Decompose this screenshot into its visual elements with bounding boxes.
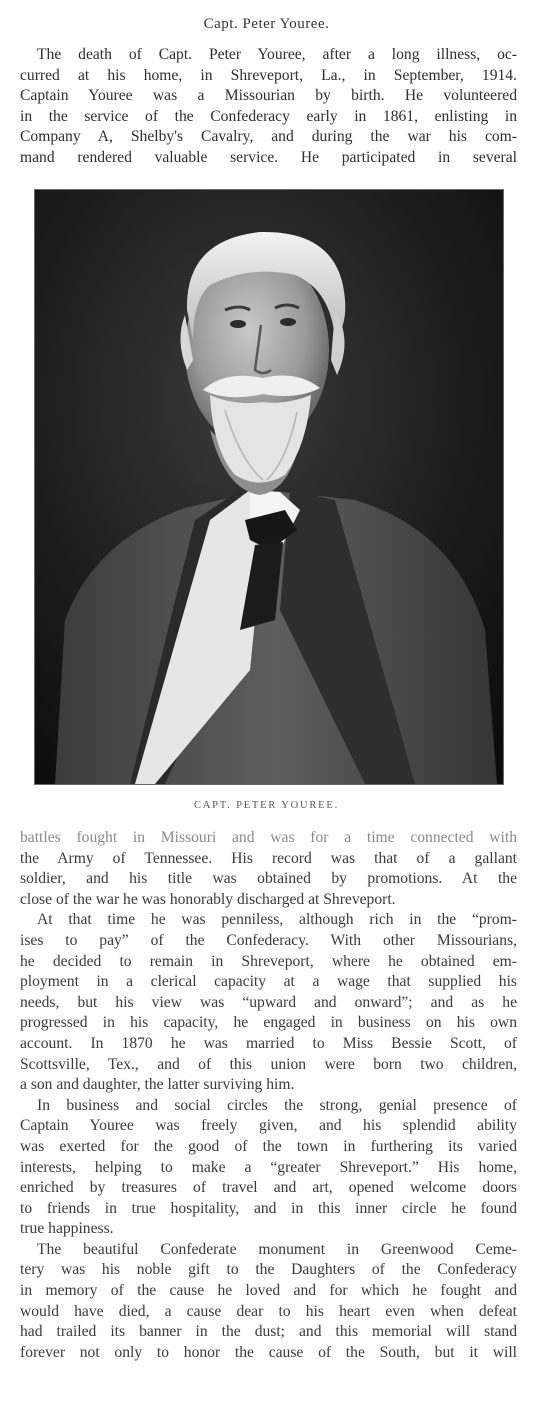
text-line: At that time he was penniless, although rich in the “prom- (37, 911, 517, 929)
intro-paragraph (20, 45, 517, 169)
text-line: would have died, a cause dear to his heart even when defeat (20, 1302, 517, 1320)
text-line: soldier, and his title was obtained by promotions. At the (20, 870, 517, 888)
text-line: in memory of the cause he loved and for which he fought and (20, 1282, 517, 1300)
text-line: needs, but his view was “upward and onward”; and as he (20, 993, 517, 1011)
portrait-photo (34, 189, 504, 785)
text-line: had trailed its banner in the dust; and this memorial will stand (20, 1323, 517, 1341)
text-line: account. In 1870 he was married to Miss Bessie Scott, of (20, 1034, 517, 1052)
text-line: The beautiful Confederate monument in Greenwood Ceme- (37, 1240, 517, 1258)
text-line: mand rendered valuable service. He participated in several (20, 148, 517, 166)
text-line: Scottsville, Tex., and of this union were born two children, (20, 1055, 517, 1073)
photo-caption: CAPT. PETER YOUREE. (193, 800, 340, 811)
text-line: Company A, Shelby's Cavalry, and during the war his com- (20, 128, 517, 146)
article-body (20, 828, 517, 1363)
text-line: progressed in his capacity, he engaged in business on his own (20, 1014, 517, 1032)
text-line: in the service of the Confederacy early in 1861, enlisting in (20, 107, 517, 125)
text-line: enriched by treasures of travel and art, opened welcome doors (20, 1179, 517, 1197)
text-line: true happiness. (20, 1220, 114, 1238)
text-line: to friends in true hospitality, and in this inner circle he found (20, 1199, 517, 1217)
text-line: close of the war he was honorably discharged at Shreveport. (20, 890, 396, 908)
text-line: interests, helping to make a “greater Shreveport.” His home, (20, 1158, 517, 1176)
text-line: Captain Youree was freely given, and his splendid ability (20, 1117, 517, 1135)
text-line: The death of Capt. Peter Youree, after a long illness, oc- (37, 46, 517, 63)
text-line: forever not only to honor the cause of the South, but it will (20, 1343, 517, 1361)
text-line: In business and social circles the strong, genial presence of (37, 1096, 517, 1114)
text-line: a son and daughter, the latter surviving him. (20, 1076, 295, 1094)
text-line: battles fought in Missouri and was for a time connected with (20, 829, 517, 846)
text-line: tery was his noble gift to the Daughters of the Confederacy (20, 1261, 517, 1279)
text-line: curred at his home, in Shreveport, La., in September, 1914. (20, 66, 517, 84)
article-title: Capt. Peter Youree. (203, 16, 330, 32)
text-line: was exerted for the good of the town in furthering its varied (20, 1137, 517, 1155)
text-line: ployment in a clerical capacity at a wage that supplied his (20, 973, 517, 991)
text-line: Captain Youree was a Missourian by birth. He volunteered (20, 87, 517, 105)
text-line: the Army of Tennessee. His record was that of a gallant (20, 849, 517, 867)
text-line: he decided to remain in Shreveport, where he obtained em- (20, 952, 517, 970)
text-line: ises to pay” of the Confederacy. With other Missourians, (20, 931, 517, 949)
